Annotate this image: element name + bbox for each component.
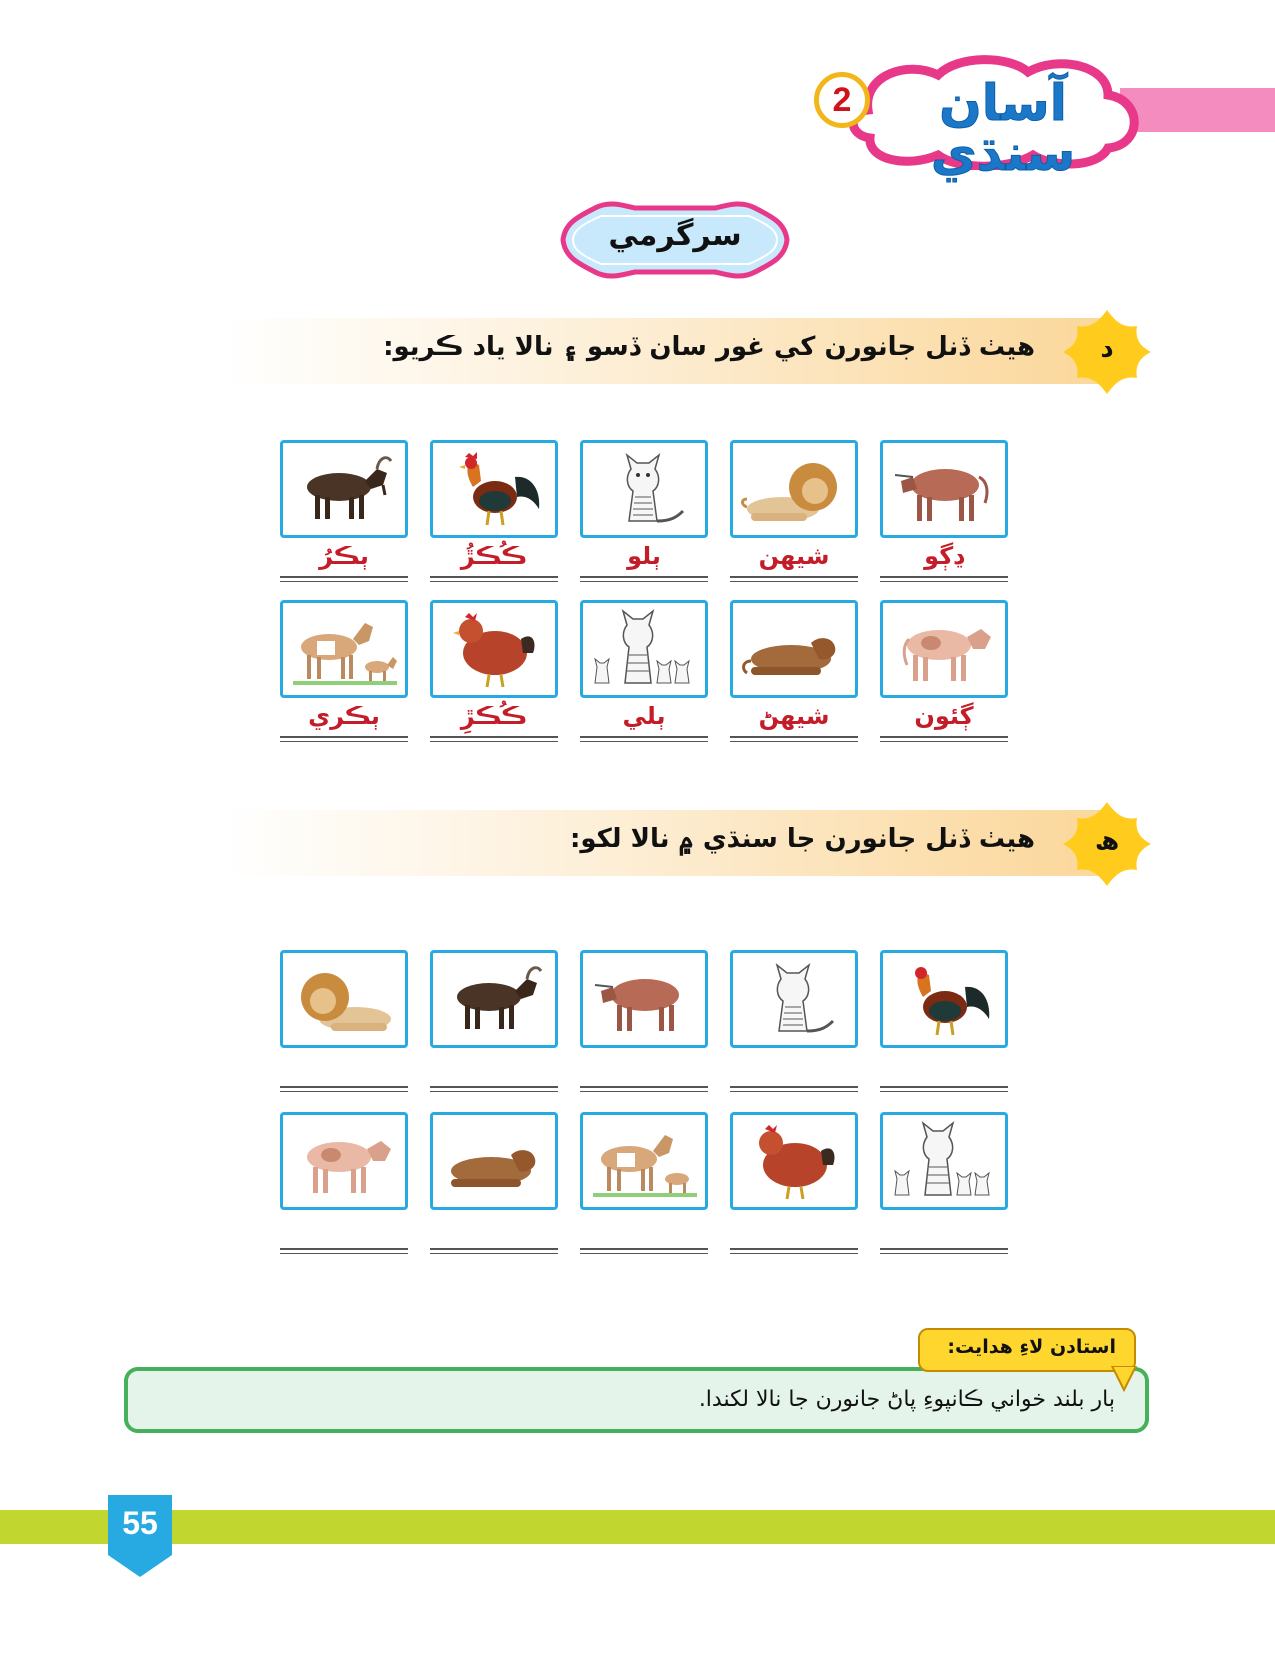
book-number: 2 — [832, 80, 852, 119]
ox-picture-card — [580, 950, 708, 1048]
section-d-row-2 — [280, 600, 1040, 750]
writing-line — [580, 1248, 708, 1254]
speech-pointer-icon — [1110, 1366, 1140, 1392]
ox-icon — [887, 447, 1001, 531]
animal-label: ڪُڪڙُ — [460, 542, 528, 570]
cat-picture-card — [730, 950, 858, 1048]
she-goat-with-kid-icon — [587, 1119, 701, 1203]
writing-line — [730, 576, 858, 582]
animal-label: ڪُڪڙِ — [460, 702, 528, 730]
cat-with-kittens-icon — [587, 607, 701, 691]
lioness-icon — [437, 1119, 551, 1203]
cow-icon — [887, 607, 1001, 691]
goat-picture-card — [430, 950, 558, 1048]
she-goat-picture-card — [280, 600, 408, 698]
cow-icon — [287, 1119, 401, 1203]
footer-bar — [0, 1510, 1275, 1544]
section-h-row-1 — [280, 950, 1040, 1100]
section-h-instruction: هيٺ ڏنل جانورن جا سنڌي ۾ نالا لکو: — [569, 824, 1035, 854]
lioness-picture-card — [730, 600, 858, 698]
cow-picture-card — [280, 1112, 408, 1210]
lioness-picture-card — [430, 1112, 558, 1210]
page-number: 55 — [122, 1505, 158, 1541]
book-logo — [808, 50, 1158, 182]
teacher-note-tag — [918, 1328, 1136, 1372]
writing-line — [580, 736, 708, 742]
she-goat-with-kid-icon — [287, 607, 401, 691]
writing-line — [880, 736, 1008, 742]
cat-icon — [737, 957, 851, 1041]
book-number-badge — [814, 72, 870, 128]
cat-with-kittens-picture-card — [880, 1112, 1008, 1210]
writing-line — [430, 1086, 558, 1092]
writing-line — [730, 1248, 858, 1254]
book-title: آسان سنڌي — [930, 74, 1076, 182]
section-d-letter: د — [1100, 334, 1114, 364]
hen-icon — [737, 1119, 851, 1203]
lion-icon — [287, 957, 401, 1041]
animal-label: شيهڻ — [758, 702, 830, 730]
activity-label — [555, 200, 795, 280]
writing-line — [430, 1248, 558, 1254]
she-goat-picture-card — [580, 1112, 708, 1210]
writing-line — [880, 1086, 1008, 1092]
teacher-note-box — [124, 1367, 1149, 1433]
animal-label: ٻڪري — [308, 702, 380, 730]
hen-icon — [437, 607, 551, 691]
goat-picture-card — [280, 440, 408, 538]
teacher-note-text: ٻار بلند خواني ڪانپوءِ پاڻ جانورن جا نالا لکندا. — [698, 1387, 1115, 1412]
cat-picture-card — [580, 440, 708, 538]
writing-line — [580, 576, 708, 582]
rooster-picture-card — [430, 440, 558, 538]
writing-line — [580, 1086, 708, 1092]
lion-picture-card — [730, 440, 858, 538]
teacher-note-title: استادن لاءِ هدايت: — [947, 1336, 1116, 1358]
rooster-picture-card — [880, 950, 1008, 1048]
hen-picture-card — [430, 600, 558, 698]
writing-line — [880, 1248, 1008, 1254]
goat-icon — [437, 957, 551, 1041]
animal-label: ڳئون — [914, 702, 974, 730]
lioness-icon — [737, 607, 851, 691]
animal-label: ٻلي — [622, 702, 666, 730]
writing-line — [280, 576, 408, 582]
writing-line — [280, 1248, 408, 1254]
animal-label: شيهن — [758, 542, 830, 570]
writing-line — [880, 576, 1008, 582]
writing-line — [730, 736, 858, 742]
section-d-instruction: هيٺ ڏنل جانورن کي غور سان ڏسو ۽ نالا ياد ڪريو: — [383, 332, 1035, 362]
cat-with-kittens-icon — [887, 1119, 1001, 1203]
section-h-letter: ھ — [1094, 826, 1120, 856]
ox-icon — [587, 957, 701, 1041]
writing-line — [430, 576, 558, 582]
cat-icon — [587, 447, 701, 531]
writing-line — [730, 1086, 858, 1092]
cat-with-kittens-picture-card — [580, 600, 708, 698]
goat-icon — [287, 447, 401, 531]
rooster-icon — [887, 957, 1001, 1041]
activity-title: سرگرمي — [608, 218, 742, 253]
lion-picture-card — [280, 950, 408, 1048]
section-d-banner — [225, 318, 1155, 384]
lion-icon — [737, 447, 851, 531]
section-d-row-1 — [280, 440, 1040, 590]
writing-line — [280, 736, 408, 742]
animal-label: ٻڪرُ — [319, 542, 369, 570]
animal-label: ڍڳو — [924, 542, 964, 570]
rooster-icon — [437, 447, 551, 531]
hen-picture-card — [730, 1112, 858, 1210]
cow-picture-card — [880, 600, 1008, 698]
ox-picture-card — [880, 440, 1008, 538]
writing-line — [430, 736, 558, 742]
writing-line — [280, 1086, 408, 1092]
section-h-row-2 — [280, 1112, 1040, 1262]
animal-label: ٻلو — [627, 542, 661, 570]
section-h-banner — [225, 810, 1155, 876]
